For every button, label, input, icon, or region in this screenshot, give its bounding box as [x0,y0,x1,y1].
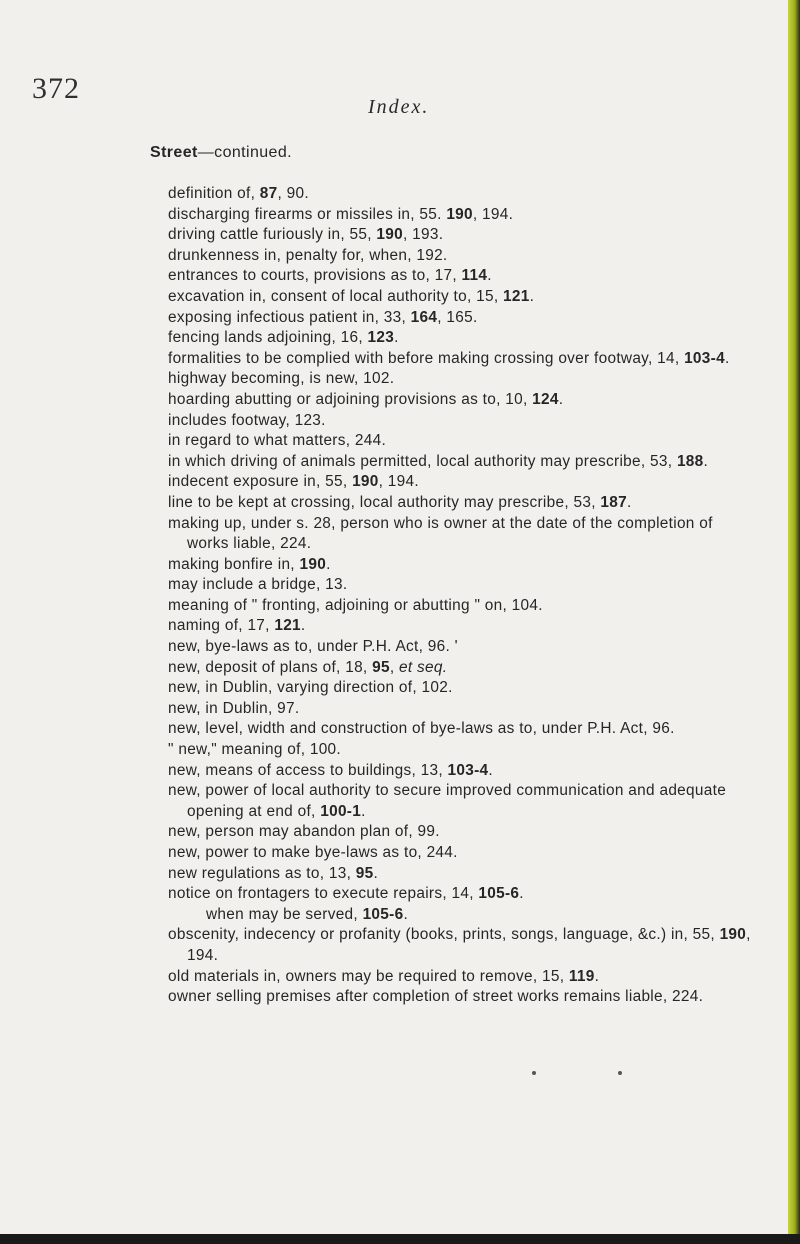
index-entry [168,575,758,596]
entry-bold-reference: 190 [719,926,747,944]
entry-text: making bonfire in, [168,555,300,573]
entry-rest: . [703,452,709,470]
entry-bold-reference: 124 [532,390,559,408]
entry-rest: . [594,967,600,985]
entry-bold-reference: 190 [299,555,327,573]
entry-text: formalities to be complied with before making crossing over footway, 14, [168,349,685,367]
entry-text: old materials in, owners may be required to remove, 15, [168,967,569,985]
entry-text: new, power of local authority to secure improved communication and adequate opening at end of, [168,782,727,820]
entry-text: obscenity, indecency or profanity (books, prints, songs, language, &c.) in, 55, [168,926,720,944]
index-entries [168,184,758,1008]
entry-text: driving cattle furiously in, 55, [168,226,377,244]
index-entry [168,514,758,555]
index-entry [168,822,758,843]
entry-text: in which driving of animals permitted, local authority may prescribe, 53, [168,452,677,470]
entry-rest: . [724,349,730,367]
index-entry [168,864,758,885]
ink-speck [618,1071,622,1075]
index-entry [168,843,758,864]
index-entry [168,740,758,761]
entry-text: exposing infectious patient in, 33, [168,308,411,326]
entry-rest: . [403,905,409,923]
index-entry [168,596,758,617]
entry-text: entrances to courts, provisions as to, 17, [168,267,462,285]
entry-rest: . [529,287,535,305]
index-entry [168,967,758,988]
entry-text: hoarding abutting or adjoining provisions as to, 10, [168,390,533,408]
entry-bold-reference: 105-6 [478,885,520,903]
page-edge-bottom [0,1234,800,1244]
entry-bold-reference: 188 [676,452,704,470]
entry-rest: . [394,329,399,347]
entry-text: new, bye-laws as to, under P.H. Act, 96. ' [168,638,458,656]
index-entry [168,493,758,514]
entry-text: excavation in, consent of local authority to, 15, [168,287,503,305]
index-entry [168,369,758,390]
ink-speck [532,1071,536,1075]
index-entry [206,905,758,926]
entry-text: new regulations as to, 13, [168,864,356,882]
index-entry [168,452,758,473]
page-number: 372 [32,72,80,105]
entry-text: definition of, [168,185,260,202]
index-entry [168,616,758,637]
index-entry [168,987,758,1008]
index-entry [168,390,758,411]
entry-bold-reference: 103-4 [447,761,489,779]
index-entry [168,781,758,822]
index-entry [168,411,758,432]
entry-bold-reference: 121 [274,617,301,635]
entry-bold-reference: 121 [502,287,530,305]
index-entry [168,472,758,493]
entry-text: discharging firearms or missiles in, 55. [168,205,447,223]
index-entry [168,246,758,267]
entry-text: new, person may abandon plan of, 99. [168,823,440,841]
entry-text: meaning of " fronting, adjoining or abutting " on, 104. [168,596,543,614]
index-entry [168,925,758,966]
entry-text: new, in Dublin, varying direction of, 102. [168,679,453,697]
index-heading [150,143,292,163]
index-entry [168,761,758,782]
entry-rest: . [487,267,492,285]
running-head: Index. [368,96,430,118]
index-entry [168,431,758,452]
entry-bold-reference: 114 [461,267,488,285]
entry-text: new, level, width and construction of bye-laws as to, under P.H. Act, 96. [168,720,675,738]
index-entry [168,225,758,246]
index-entry [168,555,758,576]
entry-bold-reference: 100-1 [320,802,362,820]
entry-rest: , 90. [277,185,309,202]
index-entry [168,719,758,740]
index-entry [168,328,758,349]
entry-rest: , et seq. [389,658,448,676]
heading-suffix: —continued. [197,144,293,161]
entry-text: new, deposit of plans of, 18, [168,658,373,676]
entry-text: drunkenness in, penalty for, when, 192. [168,246,448,264]
entry-bold-reference: 119 [568,967,595,985]
entry-text: notice on frontagers to execute repairs, 14, [168,885,479,903]
entry-rest: , 193. [402,226,444,244]
entry-text: when may be served, [206,905,363,923]
index-entry [168,184,758,205]
index-entry [168,266,758,287]
entry-text: owner selling premises after completion of street works remains liable, 224. [168,988,704,1006]
entry-rest: , 194. [472,205,514,223]
entry-text: fencing lands adjoining, 16, [168,329,368,347]
entry-text: new, power to make bye-laws as to, 244. [168,844,458,861]
index-entry [168,287,758,308]
index-entry [168,658,758,679]
index-entry [168,349,758,370]
index-entry [168,884,758,905]
entry-bold-reference: 187 [600,493,627,511]
index-entry [168,308,758,329]
entry-rest: . [626,493,632,511]
entry-text: naming of, 17, [168,617,275,635]
entry-text: may include a bridge, 13. [168,576,348,594]
entry-text: " new," meaning of, 100. [168,741,341,759]
entry-rest: , 194. [187,926,751,964]
entry-rest: . [519,885,524,903]
entry-text: includes footway, 123. [168,411,326,429]
entry-rest: , 194. [378,473,419,491]
entry-rest: . [300,617,306,635]
entry-text: making up, under s. 28, person who is owner at the date of the completion of works liable, 224. [168,514,713,553]
entry-text: in regard to what matters, 244. [168,432,387,450]
entry-bold-reference: 105-6 [362,905,404,923]
entry-rest: . [373,864,379,882]
entry-rest: . [558,390,564,408]
entry-rest: . [361,802,366,820]
entry-rest: , 165. [437,308,478,326]
entry-bold-reference: 103-4 [684,349,725,367]
entry-bold-reference: 190 [376,226,403,244]
entry-text: line to be kept at crossing, local authority may prescribe, 53, [168,493,601,511]
entry-bold-reference: 190 [352,473,379,491]
entry-bold-reference: 190 [446,205,473,223]
entry-text: new, in Dublin, 97. [168,699,300,717]
entry-bold-reference: 95 [372,658,390,676]
entry-text: new, means of access to buildings, 13, [168,761,448,779]
index-entry [168,205,758,226]
index-entry [168,678,758,699]
page-edge-right [788,0,800,1244]
et-seq: et seq. [398,658,448,676]
entry-text: indecent exposure in, 55, [168,473,353,491]
heading-term: Street [150,144,198,161]
entry-bold-reference: 87 [259,185,278,202]
entry-text: highway becoming, is new, 102. [168,370,395,388]
index-entry [168,637,758,658]
entry-bold-reference: 164 [410,308,438,326]
entry-bold-reference: 123 [367,329,395,347]
entry-rest: . [326,555,331,573]
index-entry [168,699,758,720]
entry-bold-reference: 95 [355,864,374,882]
entry-rest: . [488,761,493,779]
